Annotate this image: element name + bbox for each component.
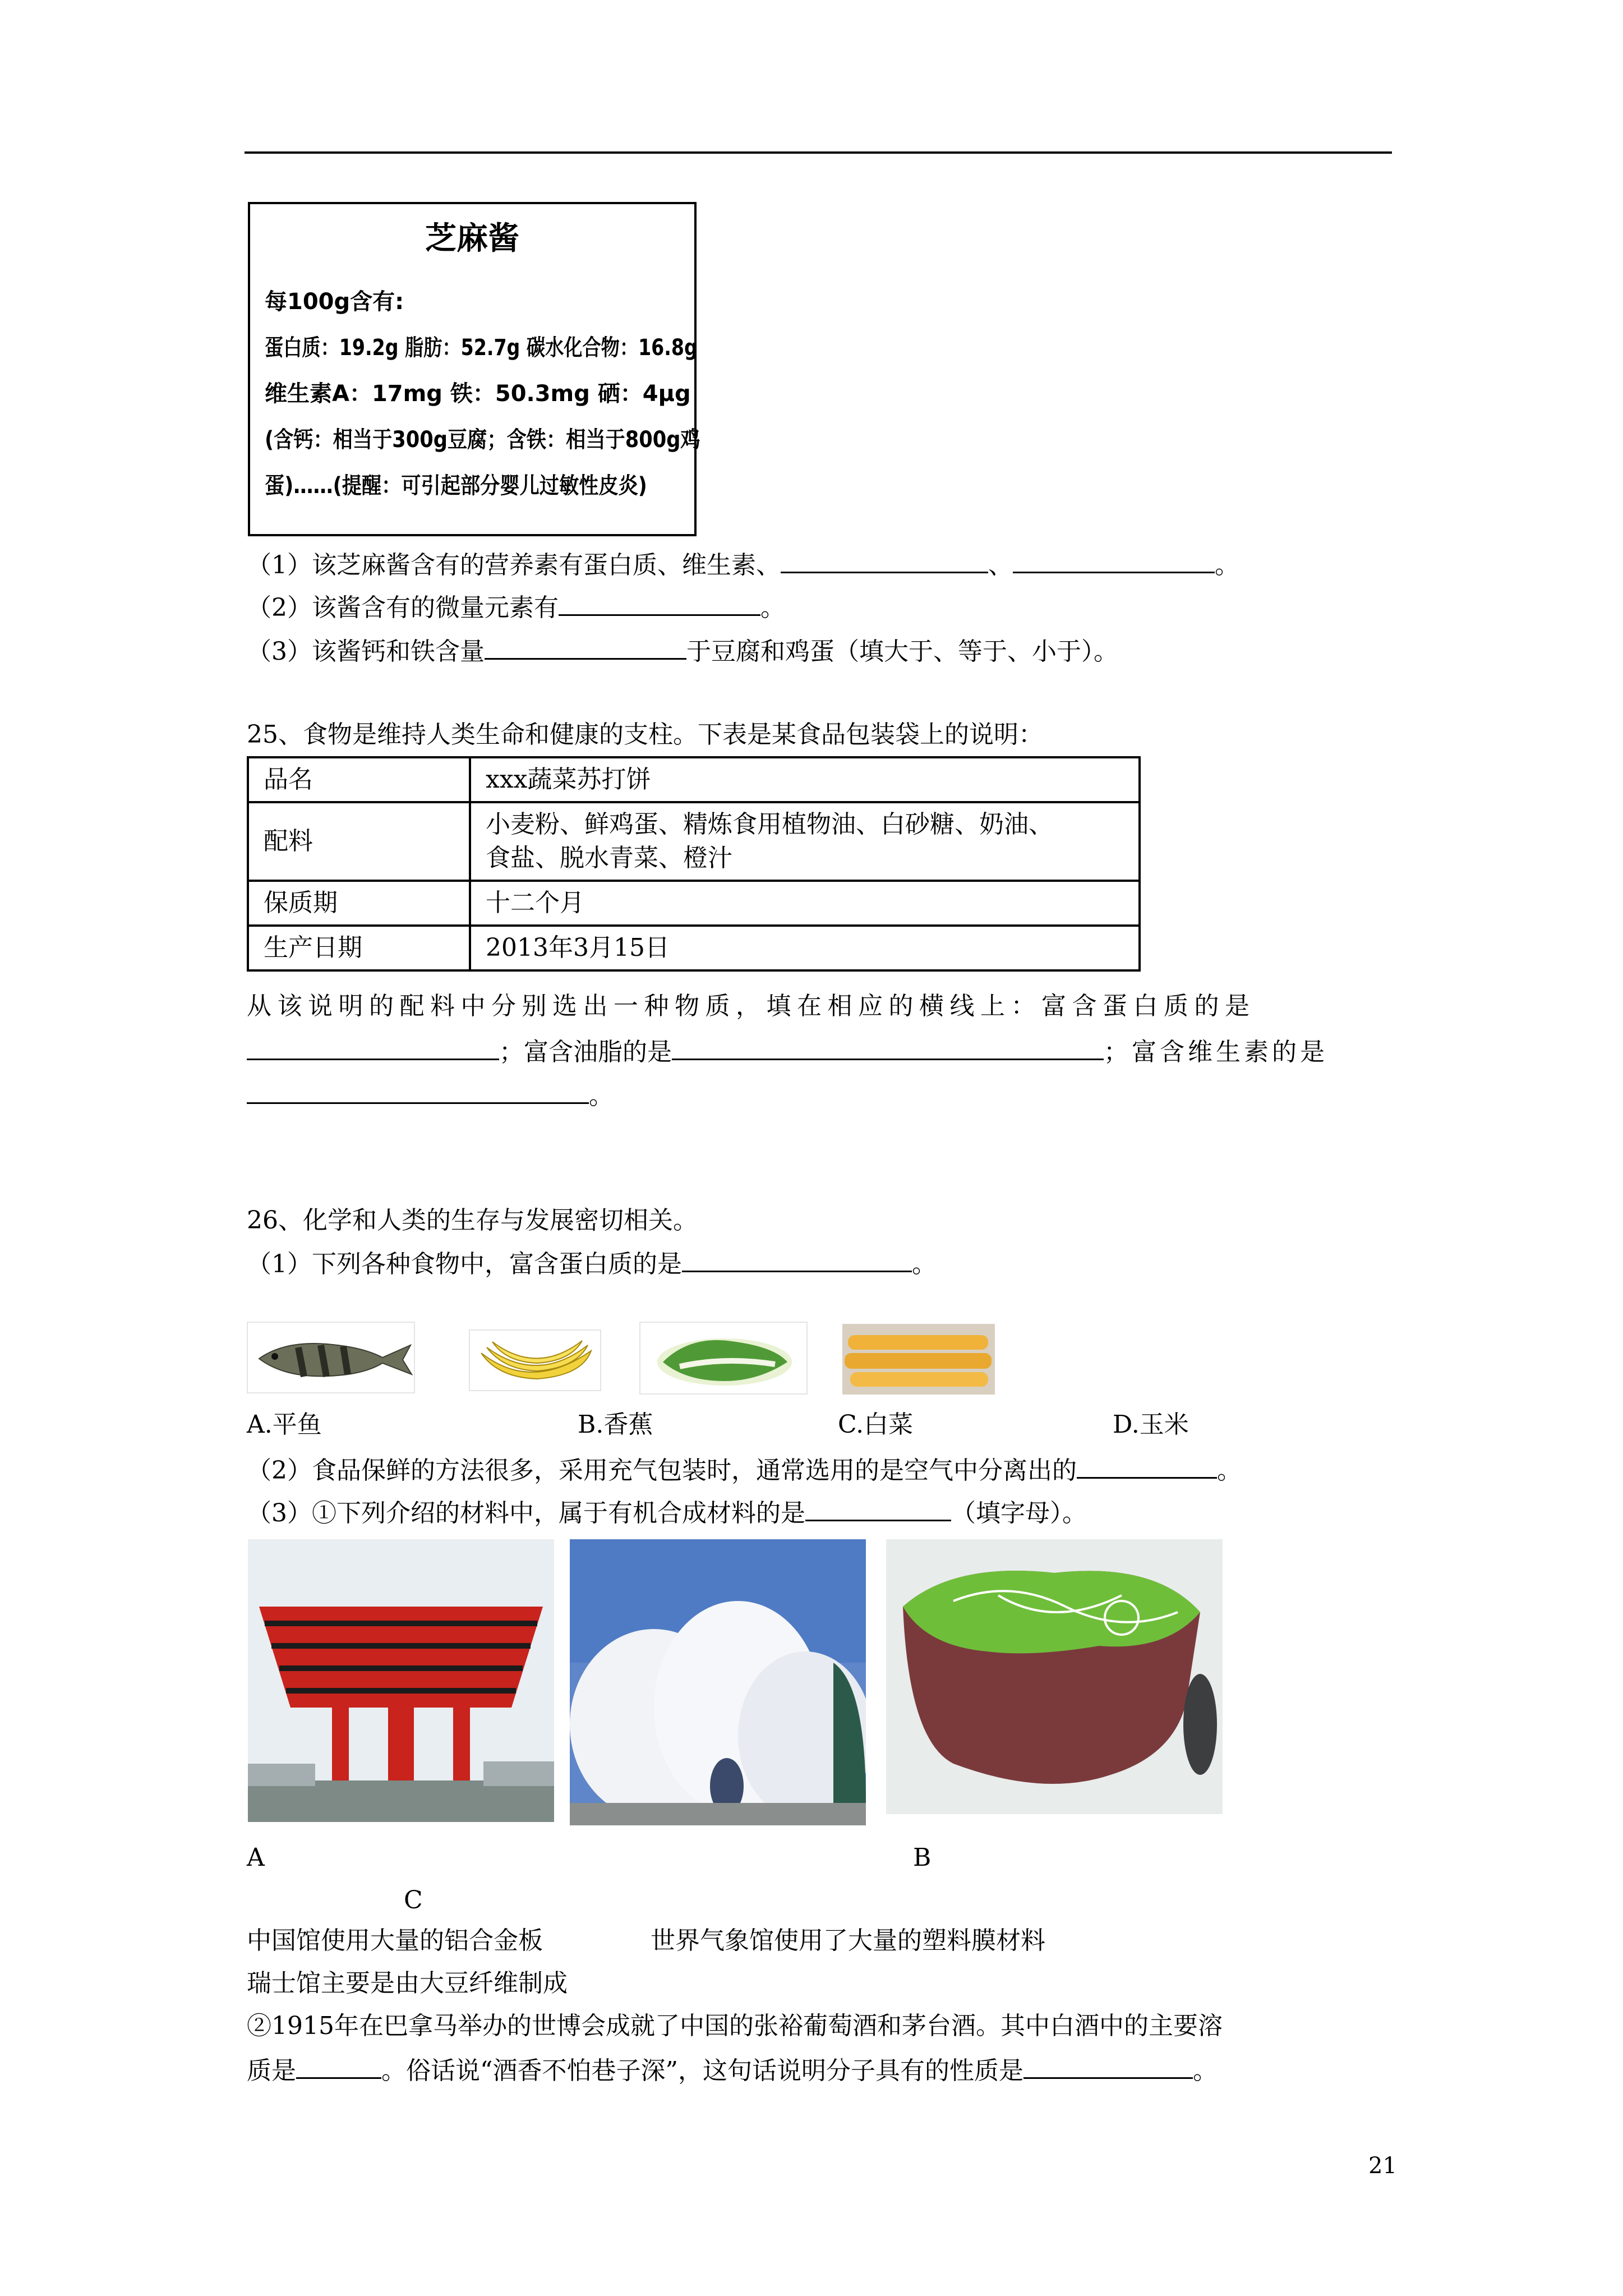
q26-part3: （3）①下列介绍的材料中，属于有机合成材料的是 （填字母）。 [247, 1494, 1087, 1530]
image-label-c: C [404, 1886, 423, 1915]
q25-intro: 25、食物是维持人类生命和健康的支柱。下表是某食品包装袋上的说明： [247, 720, 1043, 749]
table-key: 配料 [248, 802, 470, 881]
cabbage-image [639, 1322, 808, 1395]
q25-line3: 。 [247, 1077, 614, 1113]
answer-blank[interactable] [1077, 1452, 1217, 1479]
table-value: 十二个月 [470, 881, 1140, 926]
table-value: 2013年3月15日 [470, 926, 1140, 970]
q25-line2: ；富含油脂的是 ；富含维生素的是 [247, 1033, 1394, 1069]
label-line-1: 每100g含有: [265, 289, 404, 315]
desc-a: 中国馆使用大量的铝合金板 [247, 1926, 543, 1955]
table-row [248, 757, 1140, 802]
image-label-a: A [247, 1843, 265, 1872]
label-line-4: (含钙：相当于300g豆腐；含铁：相当于800g鸡 [265, 427, 700, 453]
table-key: 生产日期 [248, 926, 470, 970]
q24-part1: （1）该芝麻酱含有的营养素有蛋白质、维生素、 、 。 [247, 546, 1239, 582]
q26-part4-line1: ②1915年在巴拿马举办的世博会成就了中国的张裕葡萄酒和茅台酒。其中白酒中的主要溶 [247, 2012, 1223, 2040]
q26-part1: （1）下列各种食物中，富含蛋白质的是 。 [247, 1245, 937, 1281]
desc-b: 世界气象馆使用了大量的塑料膜材料 [651, 1926, 1045, 1955]
table-row [248, 926, 1140, 970]
fish-image [247, 1322, 415, 1393]
label-line-3: 维生素A：17mg 铁：50.3mg 硒：4μg [265, 381, 691, 407]
desc-c: 瑞士馆主要是由大豆纤维制成 [247, 1969, 568, 1998]
answer-blank[interactable] [672, 1033, 1104, 1060]
answer-blank[interactable] [1013, 546, 1215, 573]
table-key: 品名 [248, 757, 470, 802]
answer-blank[interactable] [247, 1077, 589, 1104]
answer-blank[interactable] [1023, 2052, 1193, 2079]
answer-blank[interactable] [485, 633, 686, 660]
sesame-paste-label-image [248, 202, 700, 536]
q25-line1: 从该说明的配料中分别选出一种物质，填在相应的横线上：富含蛋白质的是 [247, 992, 1256, 1020]
answer-blank[interactable] [247, 1033, 499, 1060]
label-line-2: 蛋白质：19.2g 脂肪：52.7g 碳水化合物：16.8g [265, 335, 698, 361]
answer-blank[interactable] [682, 1245, 912, 1272]
answer-blank[interactable] [559, 589, 760, 616]
answer-blank[interactable] [296, 2052, 381, 2079]
q24-part3: （3）该酱钙和铁含量 于豆腐和鸡蛋（填大于、等于、小于）。 [247, 633, 1118, 669]
product-info-table [247, 756, 1141, 972]
label-title: 芝麻酱 [425, 220, 519, 257]
swiss-pavilion-image [886, 1539, 1223, 1814]
header-rule [245, 151, 1392, 154]
image-label-b: B [913, 1843, 932, 1872]
option-d: D.玉米 [1113, 1410, 1189, 1439]
option-c: C.白菜 [838, 1410, 914, 1439]
table-value: 小麦粉、鲜鸡蛋、精炼食用植物油、白砂糖、奶油、 食盐、脱水青菜、橙汁 [470, 802, 1140, 881]
answer-blank[interactable] [805, 1494, 951, 1521]
label-line-5: 蛋)……(提醒：可引起部分婴儿过敏性皮炎) [265, 473, 647, 499]
page-number: 21 [1368, 2153, 1397, 2179]
table-row [248, 881, 1140, 926]
table-value: xxx蔬菜苏打饼 [470, 757, 1140, 802]
q26-part4-line2: 质是 。俗话说“酒香不怕巷子深”，这句话说明分子具有的性质是 。 [247, 2052, 1218, 2088]
q26-intro: 26、化学和人类的生存与发展密切相关。 [247, 1206, 698, 1235]
meteorological-pavilion-image [570, 1539, 866, 1825]
q26-part2: （2）食品保鲜的方法很多，采用充气包装时，通常选用的是空气中分离出的 。 [247, 1452, 1242, 1488]
answer-blank[interactable] [781, 546, 988, 573]
banana-image [469, 1329, 601, 1391]
option-a: A.平鱼 [247, 1410, 322, 1439]
option-b: B.香蕉 [578, 1410, 653, 1439]
table-row [248, 802, 1140, 881]
corn-image [842, 1324, 995, 1395]
table-key: 保质期 [248, 881, 470, 926]
china-pavilion-image [248, 1539, 554, 1822]
q24-part2: （2）该酱含有的微量元素有 。 [247, 589, 785, 625]
